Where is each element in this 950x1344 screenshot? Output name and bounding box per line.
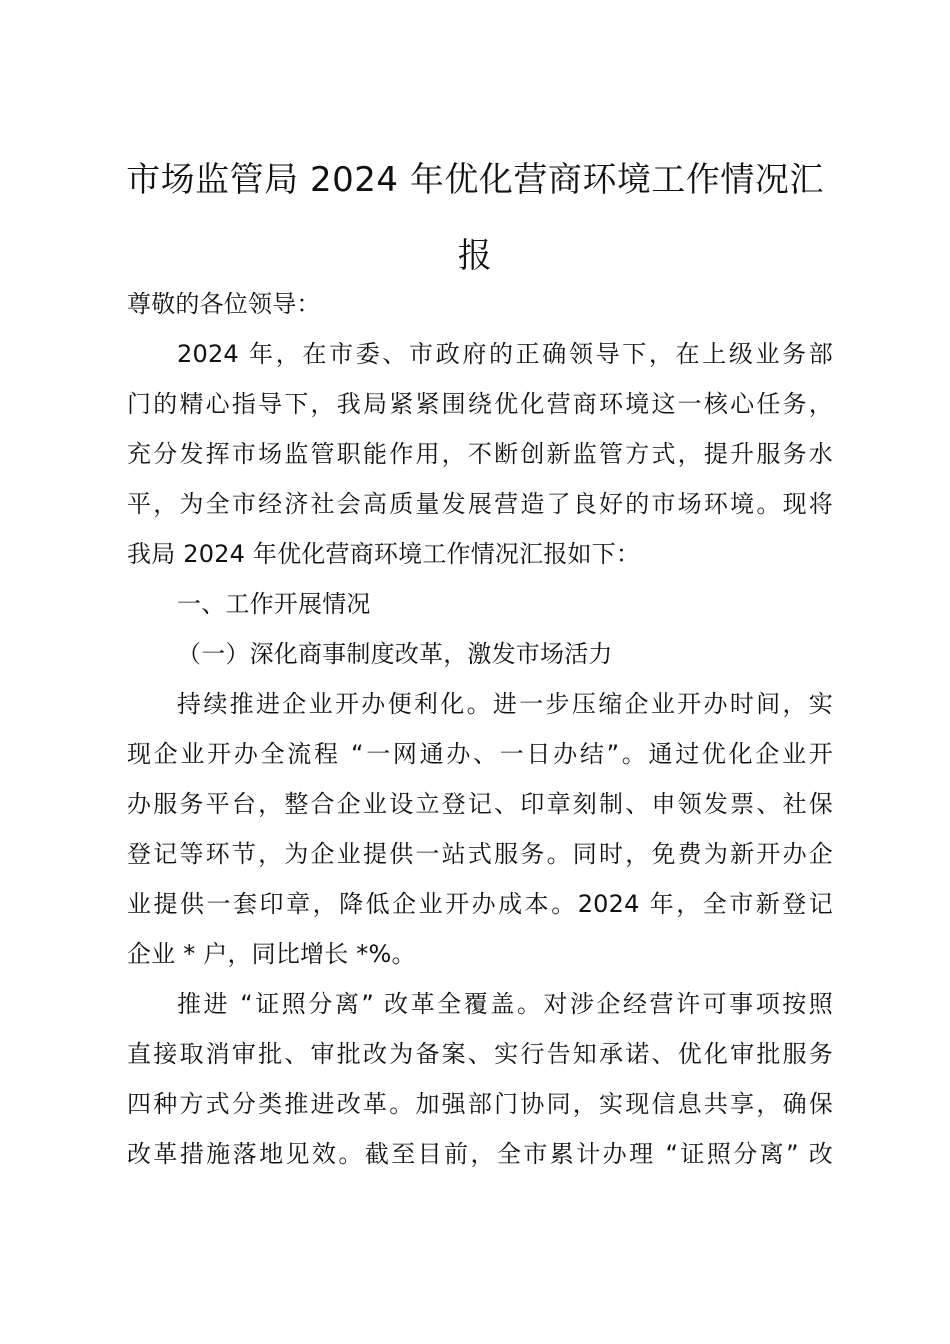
intro-line: 充分发挥市场监管职能作用，不断创新监管方式，提升服务水 — [127, 440, 833, 468]
document-title-line-2: 报 — [457, 236, 493, 276]
section-heading: 一、工作开展情况 — [177, 590, 371, 618]
paragraph-line: 直接取消审批、审批改为备案、实行告知承诺、优化审批服务 — [127, 1040, 833, 1068]
paragraph-line: 登记等环节，为企业提供一站式服务。同时，免费为新开办企 — [127, 840, 833, 868]
intro-line: 门的精心指导下，我局紧紧围绕优化营商环境这一核心任务， — [127, 390, 833, 418]
paragraph-line: 推进 “证照分离” 改革全覆盖。对涉企经营许可事项按照 — [177, 990, 833, 1018]
salutation: 尊敬的各位领导： — [127, 290, 321, 318]
document-title-line-1: 市场监管局 2024 年优化营商环境工作情况汇 — [126, 160, 824, 200]
paragraph-line: 改革措施落地见效。截至目前，全市累计办理 “证照分离” 改 — [127, 1140, 833, 1168]
intro-line: 2024 年，在市委、市政府的正确领导下，在上级业务部 — [177, 340, 833, 368]
intro-line: 平，为全市经济社会高质量发展营造了良好的市场环境。现将 — [127, 490, 833, 518]
paragraph-line: 企业 * 户，同比增长 *%。 — [127, 940, 416, 968]
subsection-heading: （一）深化商事制度改革，激发市场活力 — [177, 640, 613, 668]
paragraph-line: 业提供一套印章，降低企业开办成本。2024 年，全市新登记 — [127, 890, 833, 918]
paragraph-line: 持续推进企业开办便利化。进一步压缩企业开办时间，实 — [177, 690, 833, 718]
paragraph-line: 现企业开办全流程 “一网通办、一日办结”。通过优化企业开 — [127, 740, 833, 768]
intro-line: 我局 2024 年优化营商环境工作情况汇报如下： — [127, 540, 641, 568]
paragraph-line: 四种方式分类推进改革。加强部门协同，实现信息共享，确保 — [127, 1090, 833, 1118]
paragraph-line: 办服务平台，整合企业设立登记、印章刻制、申领发票、社保 — [127, 790, 833, 818]
